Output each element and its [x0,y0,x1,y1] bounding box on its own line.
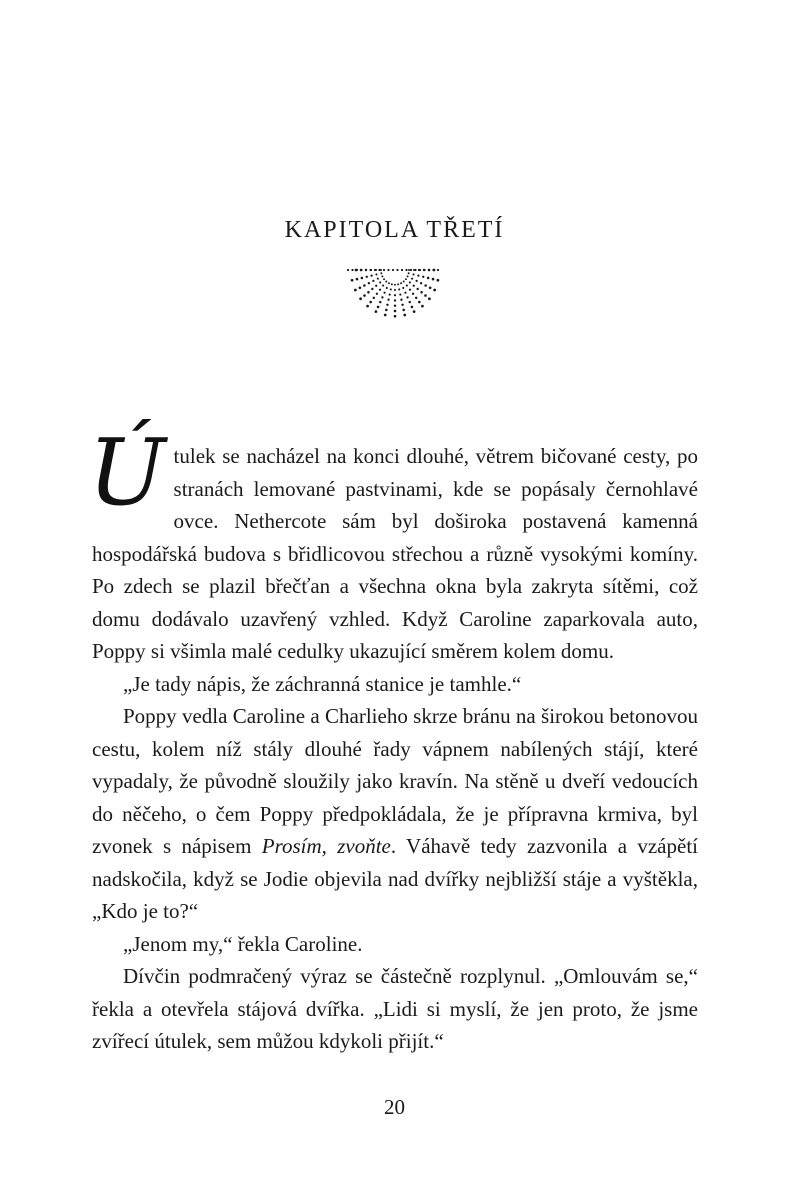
ornament-dot [405,269,407,271]
ornament-dot [383,269,385,271]
ornament-dot [363,294,366,297]
ornament-dot [347,269,349,271]
ornament-dot [359,286,362,289]
ornament-dot [432,278,435,281]
paragraph-text-after: . Váhavě tedy zazvonila a vzápětí nadskočila, když se Jodie objevila nad dvířky nejbližší stáje a vyštěkla, „Kdo je to?“ [92,834,698,923]
paragraph-text-before: Poppy vedla Caroline a Charlieho skrze bránu na širokou betonovou cestu, kolem níž stály dlouhé řady vápnem nabílených stájí, které vypadaly, že původně sloužily jako kravín. Na stěně u dveří vedoucích do něčeho, o čem Poppy předpokládala, že je přípravna krmiva, byl zvonek s nápisem [92,704,698,858]
ornament-dot [366,276,368,278]
ornament-dot [402,309,405,312]
paragraph-caroline-reply: „Jenom my,“ řekla Caroline. [123,931,363,956]
ornament-dot [396,269,398,271]
ornament-dot [375,273,377,275]
ornament-dot [403,281,405,283]
ornament-dot [423,269,425,271]
ornament-dot [383,278,385,280]
ornament-dot [361,277,364,280]
ornament-dot [404,292,406,294]
ornament-dot [387,299,389,301]
ornament-dot [398,288,400,290]
ornament-dot [394,289,396,291]
ornament-dot [420,291,423,294]
ornament-dot [432,269,434,271]
ornament-dot [412,293,414,295]
ornament-dot [376,293,378,295]
ornament-dot [369,301,372,304]
ornament-dot [409,301,411,303]
ornament-dot [407,275,409,277]
ornament-dot [414,269,416,271]
paragraph-opening [88,419,698,668]
ornament-dot [354,289,357,292]
chapter-body [88,419,698,1058]
paragraph-doorbell [92,700,698,928]
ornament-dot [356,269,358,271]
ornament-dot [416,280,418,282]
ornament-dot [428,269,430,271]
ornament-dot [359,297,362,300]
ornament-dot [408,269,410,271]
ornament-dot [368,282,370,284]
ornament-dot [405,278,407,280]
ornament-dot [363,284,366,287]
ornament-dot [360,269,362,271]
ornament-dot [387,269,389,271]
ornament-dot [385,281,387,283]
ornament-dot [384,314,387,317]
ornament-dot [369,269,371,271]
ornament-dot [424,284,427,287]
ornament-dot [429,286,432,289]
ornament-dot [428,297,431,300]
ornament-dot [386,287,388,289]
ornament-dot [408,272,410,274]
ornament-dot [389,293,391,295]
ornament-dot [397,283,399,285]
ornament-dot [437,269,439,271]
ornament-dot [386,304,388,306]
ornament-dot [394,284,396,286]
ornament-dot [379,301,381,303]
ornament-dot [400,299,402,301]
drop-cap: Ú [88,419,166,526]
ornament-dot [375,285,377,287]
ornament-dot [417,274,419,276]
page-number: 20 [384,1095,405,1119]
ornament-dot [378,269,380,271]
ornament-dot [409,281,411,283]
ornament-dot [415,297,417,299]
paragraph-jodie-apology: Dívčin podmračený výraz se částečně rozplynul. „Omlouvám se,“ řekla a otevřela stájová dvířka. „Lidi si myslí, že jen proto, že jsme zvířecí útulek, sem můžou kdykoli přijít.“ [92,964,698,1053]
ornament-dot [392,269,394,271]
ornament-dot [413,310,416,313]
ornament-dot [413,285,415,287]
ornament-dot [419,269,421,271]
ornament-dot [424,294,427,297]
ornament-dot [374,269,376,271]
ornament-dot [383,292,385,294]
chapter-title: KAPITOLA TŘETÍ [284,217,505,243]
ornament-dot [370,274,372,276]
ornament-dot [385,309,388,312]
ornament-dot [379,289,381,291]
ornament-dot [409,289,411,291]
ornament-dot [394,299,396,301]
ornament-dot [390,288,392,290]
ornament-dot [380,272,382,274]
sign-text-italic: Prosím, zvoňte [261,834,391,858]
ornament-dot [375,310,378,313]
ornament-dot [402,287,404,289]
ornament-dot [365,269,367,271]
ornament-dot [421,305,424,308]
ornament-dot [372,280,374,282]
ornament-dot [403,314,406,317]
ornament-dot [388,282,390,284]
ornament-dot [394,310,397,313]
ornament-dot [381,296,383,298]
ornament-dot [399,293,401,295]
ornament-dot [394,315,397,318]
ornament-dot [416,288,418,290]
ornament-dot [373,297,375,299]
ornament-dot [433,289,436,292]
ornament-dot [422,276,424,278]
ornament-dot [381,275,383,277]
ornament-dot [367,291,370,294]
ornament-dot [394,304,396,306]
ornament-dot [401,269,403,271]
ornament-dot [394,294,396,296]
paragraph-sign-dialogue: „Je tady nápis, že záchranná stanice je tamhle.“ [123,671,522,696]
ornament-dot [400,282,402,284]
ornament-dot [351,279,354,282]
sunburst-dots-ornament-icon [346,268,444,326]
ornament-dot [410,269,412,271]
paragraph-text: tulek se nacházel na konci dlouhé, větrem bičované cesty, po stranách lemované pastvinami, kde se popásaly černohlavé ovce. Nethercote sám byl doširoka postavená kamenná hospodářská budova s břidlicovou střechou a různě vysokými komíny. Po zdech se plazil břečťan a všechna okna byla zakryta sítěmi, což domu dodávalo uzavřený vzhled. Když Caroline zaparkovala auto, Poppy si všimla malé cedulky ukazující směrem kolem domu. [92,444,698,663]
ornament-dot [437,279,440,282]
ornament-dot [366,305,369,308]
ornament-dot [406,285,408,287]
ornament-dot [377,306,380,309]
ornament-dot [351,269,353,271]
ornament-dot [427,277,430,280]
ornament-dot [401,304,403,306]
ornament-dot [411,306,414,309]
ornament-dot [406,296,408,298]
ornament-dot [411,278,413,280]
ornament-dot [412,273,414,275]
ornament-dot [391,283,393,285]
ornament-dot [377,278,379,280]
ornament-dot [382,285,384,287]
ornament-dot [420,282,422,284]
ornament-dot [371,288,373,290]
ornament-dot [356,278,359,281]
ornament-dot [418,301,421,304]
ornament-dot [379,281,381,283]
